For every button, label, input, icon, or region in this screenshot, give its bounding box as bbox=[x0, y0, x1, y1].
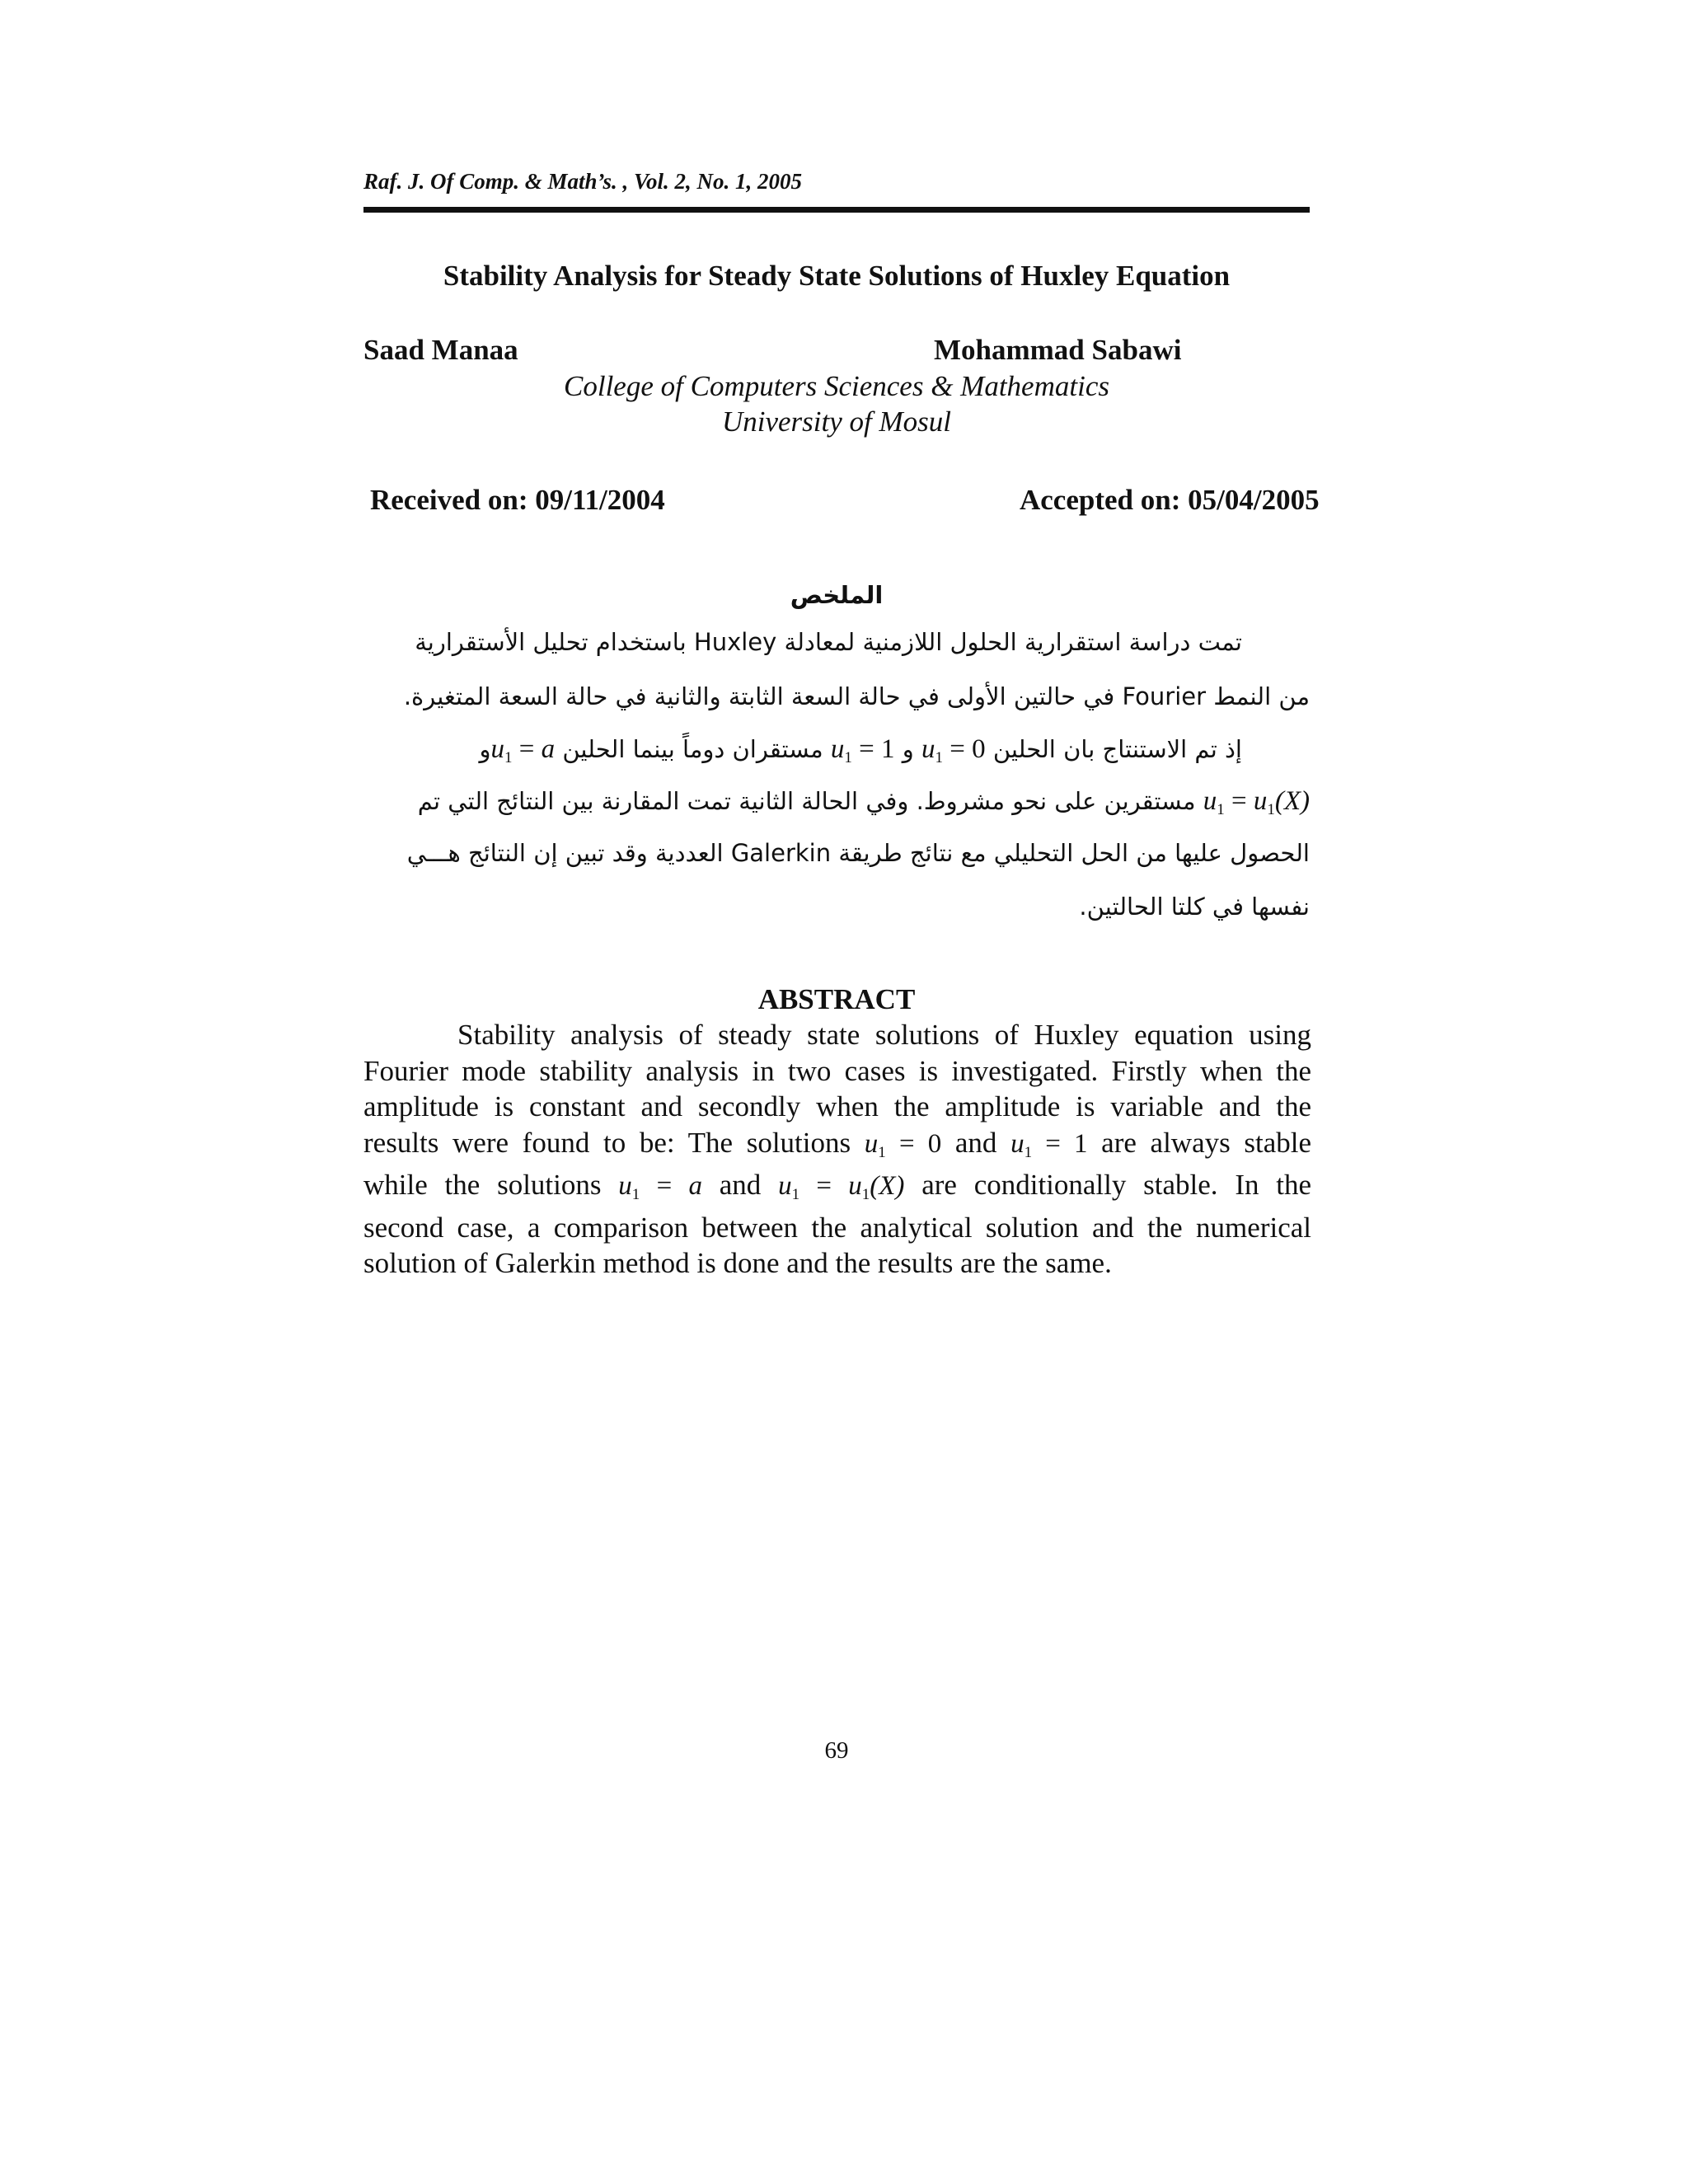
abstract-line: Fourier mode stability analysis in two cases is investigated. Firstly when the bbox=[363, 1055, 1311, 1087]
journal-header: Raf. J. Of Comp. & Math’s. , Vol. 2, No. 1, 2005 bbox=[363, 169, 803, 194]
author-2: Mohammad Sabawi bbox=[934, 334, 1182, 366]
abstract-line bbox=[363, 1127, 1311, 1162]
arabic-text: مستقرين على نحو مشروط. وفي الحالة الثانية تمت المقارنة بين النتائج التي تم bbox=[417, 787, 1196, 815]
abstract-line: amplitude is constant and secondly when the amplitude is variable and the bbox=[363, 1090, 1311, 1122]
paper-title: Stability Analysis for Steady State Solutions of Huxley Equation bbox=[443, 260, 1231, 292]
arabic-abstract-heading: الملخص bbox=[790, 581, 884, 609]
header-rule bbox=[363, 207, 1310, 213]
arabic-text: و bbox=[479, 735, 491, 763]
arabic-abstract-line bbox=[363, 786, 1310, 819]
arabic-text: مستقران دوماً بينما الحلين bbox=[562, 735, 823, 763]
arabic-abstract-line: تمت دراسة استقرارية الحلول اللازمنية لمعادلة Huxley باستخدام تحليل الأستقرارية bbox=[415, 628, 1242, 656]
abstract-text: while the solutions bbox=[363, 1169, 602, 1201]
math-u1-eq-0: $u_1 = 0$ bbox=[864, 1129, 942, 1161]
abstract-text: are conditionally stable. In the bbox=[921, 1169, 1312, 1201]
abstract-line: Stability analysis of steady state solutions of Huxley equation using bbox=[457, 1019, 1311, 1051]
math-u1-eq-0: $u_1 = 0$ bbox=[921, 734, 986, 766]
math-u1-eq-1: $u_1 = 1$ bbox=[830, 734, 895, 766]
page-number: 69 bbox=[824, 1737, 849, 1764]
math-u1-eq-a: $u_1 = a$ bbox=[490, 734, 556, 766]
received-date: Received on: 09/11/2004 bbox=[370, 484, 665, 516]
arabic-abstract-line: الحصول عليها من الحل التحليلي مع نتائج طريقة Galerkin العددية وقد تبين إن النتائج هـــي bbox=[406, 839, 1310, 867]
accepted-date: Accepted on: 05/04/2005 bbox=[1020, 484, 1320, 516]
math-u1-eq-1: $u_1 = 1$ bbox=[1010, 1129, 1088, 1161]
affiliation-university: University of Mosul bbox=[721, 405, 952, 438]
affiliation-college: College of Computers Sciences & Mathematics bbox=[564, 370, 1109, 402]
author-1: Saad Manaa bbox=[363, 334, 518, 366]
abstract-text: and bbox=[719, 1169, 762, 1201]
abstract-line bbox=[363, 1169, 1311, 1204]
math-u1-eq-u1x: $u_1 = u_1(X)$ bbox=[1203, 786, 1310, 818]
abstract-line: solution of Galerkin method is done and the results are the same. bbox=[363, 1247, 1112, 1279]
abstract-text: results were found to be: The solutions bbox=[363, 1127, 851, 1159]
arabic-abstract-line: نفسها في كلتا الحالتين. bbox=[1079, 893, 1310, 921]
arabic-text: و bbox=[902, 735, 914, 763]
arabic-abstract-line: من النمط Fourier في حالتين الأولى في حالة السعة الثابتة والثانية في حالة السعة المتغيرة. bbox=[403, 682, 1310, 710]
abstract-line: second case, a comparison between the analytical solution and the numerical bbox=[363, 1212, 1311, 1244]
abstract-text: are always stable bbox=[1101, 1127, 1312, 1159]
math-u1-eq-u1x: $u_1 = u_1(X)$ bbox=[778, 1171, 905, 1203]
arabic-text: إذ تم الاستنتاج بان الحلين bbox=[992, 735, 1242, 763]
arabic-abstract-line bbox=[363, 734, 1310, 767]
abstract-heading: ABSTRACT bbox=[757, 983, 916, 1015]
abstract-text: and bbox=[954, 1127, 997, 1159]
math-u1-eq-a: $u_1 = a$ bbox=[618, 1171, 702, 1203]
